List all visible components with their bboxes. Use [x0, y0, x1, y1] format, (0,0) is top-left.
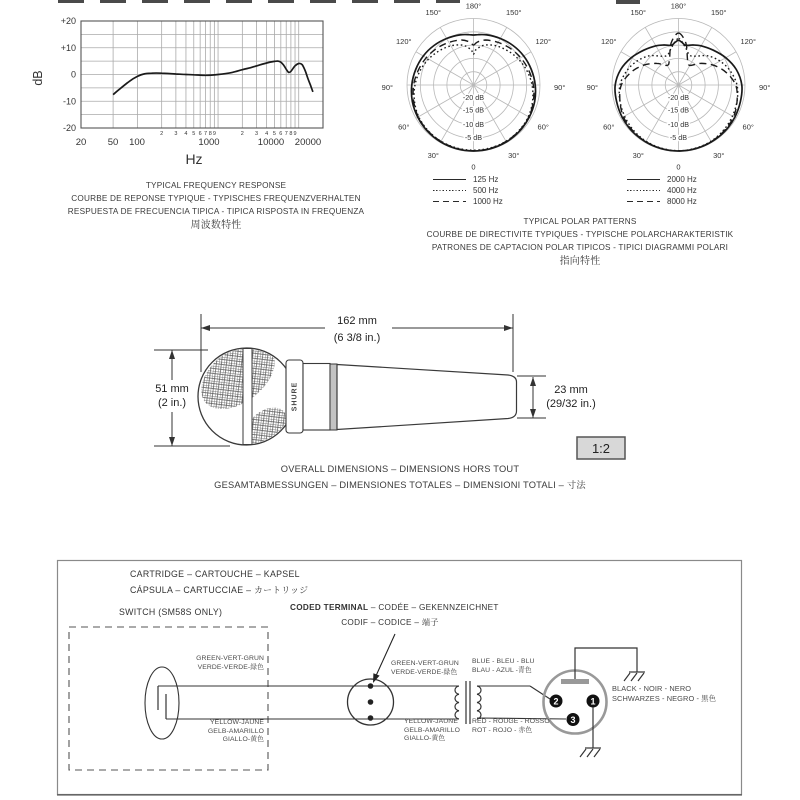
svg-text:150°: 150°	[425, 8, 442, 18]
wire-label-line: GREEN-VERT-GRUN	[196, 655, 264, 662]
svg-text:3: 3	[174, 131, 178, 137]
svg-text:100: 100	[129, 137, 145, 148]
svg-text:150°: 150°	[505, 8, 522, 18]
svg-text:30°: 30°	[508, 150, 520, 160]
wire-label-line: GIALLO-黄色	[404, 735, 446, 743]
legend-label: 1000 Hz	[473, 197, 503, 206]
svg-text:-5 dB: -5 dB	[464, 132, 483, 142]
svg-text:30°: 30°	[427, 150, 439, 160]
wire-label-line: GREEN-VERT-GRUN	[391, 660, 459, 667]
polar-legend-high	[627, 174, 697, 207]
svg-text:120°: 120°	[535, 36, 551, 46]
svg-text:-10 dB: -10 dB	[667, 120, 690, 130]
svg-text:-20: -20	[62, 123, 76, 133]
svg-text:90°: 90°	[381, 83, 393, 92]
svg-text:5: 5	[192, 131, 196, 137]
wire-label-green-left	[180, 655, 264, 672]
polar-patterns-caption	[380, 215, 780, 270]
caption-line: RESPUESTA DE FRECUENCIA TIPICA - TIPICA RISPOSTA IN FREQUENZA	[67, 207, 365, 216]
cartridge-label	[130, 566, 308, 598]
caption-line: COURBE DE REPONSE TYPIQUE - TYPISCHES FREQUENZVERHALTEN	[71, 194, 361, 203]
coded-terminal-label-bold: CODED TERMINAL	[290, 603, 369, 612]
svg-text:0: 0	[471, 162, 476, 172]
diameter-in: (2 in.)	[157, 397, 187, 409]
barrel-mm: 23 mm	[554, 384, 588, 396]
wire-label-line: VERDE-VERDE-緑色	[197, 663, 264, 671]
svg-text:50: 50	[107, 137, 119, 148]
svg-text:3: 3	[255, 131, 259, 137]
svg-text:120°: 120°	[740, 36, 756, 46]
svg-text:150°: 150°	[630, 8, 647, 18]
wire-label-black	[612, 684, 716, 704]
caption-line: TYPICAL FREQUENCY RESPONSE	[145, 181, 287, 190]
svg-text:7: 7	[284, 131, 288, 137]
diameter-mm: 51 mm	[155, 383, 189, 395]
length-in: (6 3/8 in.)	[333, 332, 381, 344]
wire-label-line: GELB-AMARILLO	[404, 726, 461, 734]
svg-text:1: 1	[590, 696, 596, 707]
svg-text:1000: 1000	[198, 137, 220, 148]
caption-line: OVERALL DIMENSIONS – DIMENSIONS HORS TOUT	[280, 464, 520, 474]
caption-line: GESAMTABMESSUNGEN – DIMENSIONES TOTALES – DIMENSIONI TOTALI – 寸法	[214, 480, 586, 490]
polar-pattern-low-freq	[381, 0, 566, 172]
coded-terminal-label	[290, 603, 499, 612]
svg-text:4: 4	[265, 131, 269, 137]
svg-text:-15 dB: -15 dB	[667, 105, 690, 115]
legend-line-solid	[433, 179, 466, 181]
microphone-dimension-drawing	[80, 300, 640, 470]
wire-label-line: ROT - ROJO - 赤色	[472, 726, 533, 734]
xlr-pin-1	[587, 695, 600, 708]
svg-text:30°: 30°	[713, 150, 725, 160]
wire-label-green-mid	[391, 660, 459, 677]
xlr-pin-3	[567, 713, 580, 726]
svg-text:-15 dB: -15 dB	[462, 105, 485, 115]
svg-text:-20 dB: -20 dB	[667, 92, 690, 102]
frequency-response-caption	[60, 179, 372, 234]
svg-text:150°: 150°	[710, 8, 727, 18]
svg-text:60°: 60°	[603, 122, 615, 132]
wire-label-line: GIALLO-黄色	[222, 736, 264, 744]
mic-handle	[337, 365, 517, 430]
svg-text:90°: 90°	[586, 83, 598, 92]
wire-label-red	[472, 718, 550, 735]
cartridge-label-line: CÁPSULA – CARTUCCIAE – カートリッジ	[130, 585, 309, 595]
wire-label-line: SCHWARZES - NEGRO - 黒色	[612, 694, 717, 703]
coded-terminal-label-rest: – CODÉE – GEKENNZEICHNET	[368, 603, 499, 612]
svg-text:0: 0	[676, 162, 681, 172]
wire-label-yellow-left	[180, 719, 264, 745]
legend-label: 4000 Hz	[667, 186, 697, 195]
svg-text:60°: 60°	[398, 122, 410, 132]
y-axis-label: dB	[31, 70, 45, 86]
svg-text:2: 2	[160, 131, 164, 137]
svg-text:-10 dB: -10 dB	[462, 120, 485, 130]
svg-text:4: 4	[184, 131, 188, 137]
svg-text:120°: 120°	[396, 36, 412, 46]
wire-label-blue	[472, 658, 535, 675]
scale-value: 1:2	[591, 441, 611, 456]
svg-text:9: 9	[212, 131, 216, 137]
svg-text:90°: 90°	[759, 83, 771, 92]
cartridge-label-line: CARTRIDGE – CARTOUCHE – KAPSEL	[130, 569, 300, 579]
svg-text:-5 dB: -5 dB	[669, 132, 688, 142]
svg-text:+10: +10	[60, 42, 76, 53]
svg-text:8: 8	[289, 131, 293, 137]
barrel-in: (29/32 in.)	[546, 398, 596, 410]
svg-text:2: 2	[240, 131, 244, 137]
xlr-key-slot	[561, 679, 589, 684]
svg-text:120°: 120°	[601, 36, 617, 46]
svg-text:2: 2	[553, 696, 559, 707]
shure-logo: SHURE	[291, 381, 299, 412]
svg-text:60°: 60°	[537, 122, 549, 132]
svg-text:+20: +20	[60, 16, 76, 26]
wire-label-line: BLUE - BLEU - BLU	[472, 658, 535, 665]
legend-line-solid	[627, 179, 660, 181]
svg-text:3: 3	[570, 714, 576, 725]
mic-grille-seam	[243, 349, 252, 445]
svg-text:6: 6	[198, 131, 202, 137]
mic-ring	[330, 364, 337, 430]
legend-label: 8000 Hz	[667, 197, 697, 206]
svg-text:180°: 180°	[670, 1, 687, 11]
caption-line: PATRONES DE CAPTACION POLAR TIPICOS - TIPICI DIAGRAMMI POLARI	[431, 243, 729, 252]
legend-line-dashed	[627, 201, 660, 203]
legend-line-dotted	[627, 190, 660, 192]
svg-text:0: 0	[70, 69, 76, 80]
svg-text:20000: 20000	[294, 137, 322, 148]
legend-label: 500 Hz	[473, 186, 499, 195]
wire-label-line: BLACK - NOIR - NERO	[612, 684, 692, 693]
svg-text:8: 8	[208, 131, 212, 137]
svg-text:-10: -10	[62, 96, 76, 107]
xlr-pin-2	[550, 695, 563, 708]
wire-label-line: YELLOW-JAUNE	[210, 719, 264, 726]
svg-text:20: 20	[75, 137, 87, 148]
svg-text:5: 5	[272, 131, 276, 137]
overall-dimensions-caption	[100, 461, 700, 493]
x-axis-label: Hz	[185, 151, 203, 167]
wire-label-yellow-mid	[404, 718, 460, 744]
svg-text:180°: 180°	[465, 1, 482, 11]
polar-legend-low	[433, 174, 503, 207]
legend-line-dashed	[433, 201, 466, 203]
polar-pattern-high-freq	[586, 0, 771, 172]
caption-line: 周波数特性	[190, 220, 242, 231]
terminal-dot	[368, 683, 374, 689]
terminal-dot	[368, 699, 374, 705]
svg-text:60°: 60°	[742, 122, 754, 132]
coded-terminal-label-line2: CODIF – CODICE – 端子	[341, 618, 439, 627]
wire-label-line: RED - ROUGE - ROSSO	[472, 718, 550, 725]
wire-label-line: VERDE-VERDE-緑色	[391, 668, 458, 676]
wire-label-line: GELB-AMARILLO	[207, 727, 264, 735]
legend-label: 2000 Hz	[667, 175, 697, 184]
svg-text:7: 7	[204, 131, 208, 137]
mic-body-section	[303, 364, 330, 431]
svg-text:-20 dB: -20 dB	[462, 92, 485, 102]
caption-line: TYPICAL POLAR PATTERNS	[523, 217, 637, 226]
frequency-response-plot	[28, 4, 368, 170]
length-mm: 162 mm	[337, 315, 377, 327]
switch-label: SWITCH (SM58S ONLY)	[119, 607, 223, 617]
wire-label-line: YELLOW-JAUNE	[404, 718, 458, 725]
svg-text:90°: 90°	[554, 83, 566, 92]
svg-text:30°: 30°	[632, 150, 644, 160]
terminal-dot	[368, 715, 374, 721]
wire-label-line: BLAU - AZUL -青色	[472, 666, 532, 674]
legend-line-dotted	[433, 190, 466, 192]
caption-line: COURBE DE DIRECTIVITE TYPIQUES - TYPISCHE POLARCHARAKTERISTIK	[426, 230, 734, 239]
caption-line: 指向特性	[559, 256, 601, 267]
legend-label: 125 Hz	[473, 175, 499, 184]
svg-text:10000: 10000	[257, 137, 285, 148]
svg-text:9: 9	[293, 131, 297, 137]
svg-text:6: 6	[279, 131, 283, 137]
